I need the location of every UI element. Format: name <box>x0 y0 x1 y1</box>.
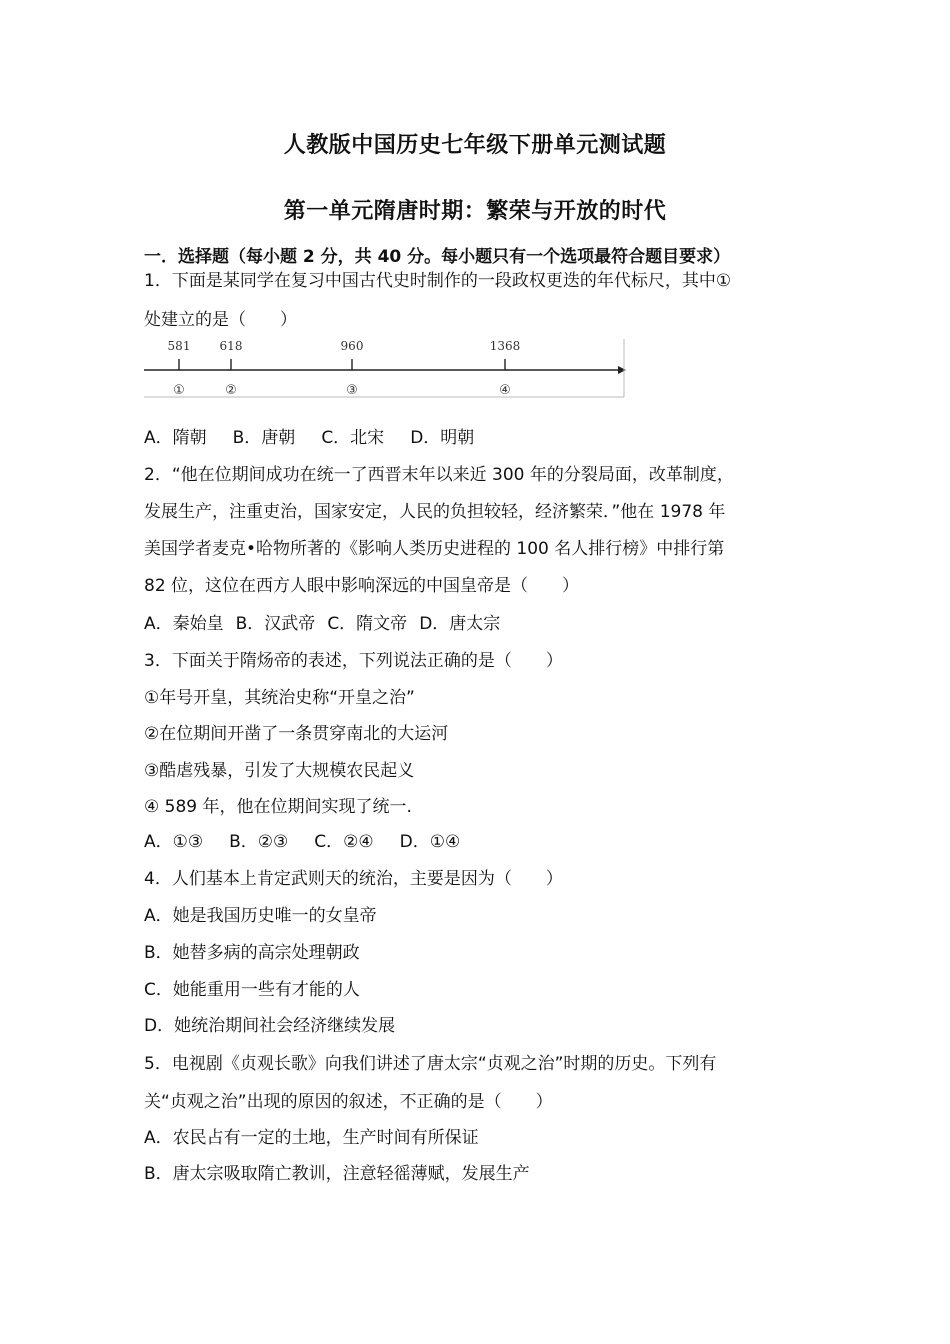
q1-timeline <box>144 337 626 399</box>
q3-item-4: ④ 589 年，他在位期间实现了统一. <box>144 797 412 817</box>
q3-option-d[interactable]: D．①④ <box>399 832 461 852</box>
q1-options <box>144 426 500 450</box>
q4-option-c[interactable]: C．她能重用一些有才能的人 <box>144 980 360 1000</box>
q2-option-d[interactable]: D．唐太宗 <box>419 614 501 634</box>
timeline-marker-2: ② <box>225 383 237 398</box>
q1-stem-line1: 1．下面是某同学在复习中国古代史时制作的一段政权更迭的年代标尺，其中① <box>144 271 732 291</box>
q2-stem-line2: 发展生产，注重吏治，国家安定，人民的负担较轻，经济繁荣．”他在 1978 年 <box>144 502 726 522</box>
q4-option-a[interactable]: A．她是我国历史唯一的女皇帝 <box>144 906 377 926</box>
timeline-year-4: 1368 <box>489 339 521 353</box>
q1-option-d[interactable]: D．明朝 <box>410 428 475 448</box>
timeline-marker-1: ① <box>173 383 185 398</box>
document-subtitle: 第一单元隋唐时期：繁荣与开放的时代 <box>283 199 667 224</box>
timeline-year-2: 618 <box>219 339 243 353</box>
timeline-arrowhead <box>618 366 626 374</box>
q3-option-c[interactable]: C．②④ <box>314 832 374 852</box>
timeline-year-3: 960 <box>340 339 364 353</box>
section-heading: 一．选择题（每小题 2 分，共 40 分。每小题只有一个选项最符合题目要求） <box>144 247 731 267</box>
q2-stem-line4: 82 位，这位在西方人眼中影响深远的中国皇帝是（ ） <box>144 576 580 596</box>
timeline-year-1: 581 <box>167 339 191 353</box>
q1-option-c[interactable]: C．北宋 <box>321 428 385 448</box>
document-title: 人教版中国历史七年级下册单元测试题 <box>283 133 667 158</box>
q2-stem-line1: 2．“他在位期间成功在统一了西晋末年以来近 300 年的分裂局面，改革制度， <box>144 465 734 485</box>
q5-stem-line2: 关“贞观之治”出现的原因的叙述，不正确的是（ ） <box>144 1092 553 1112</box>
q3-options <box>144 830 486 854</box>
q3-item-1: ①年号开皇，其统治史称“开皇之治” <box>144 688 415 708</box>
q2-options <box>144 612 512 636</box>
q2-stem-line3: 美国学者麦克•哈物所著的《影响人类历史进程的 100 名人排行榜》中排行第 <box>144 539 725 559</box>
timeline-marker-3: ③ <box>346 383 358 398</box>
q4-option-d[interactable]: D．她统治期间社会经济继续发展 <box>144 1016 396 1036</box>
q2-option-b[interactable]: B．汉武帝 <box>235 614 316 634</box>
q5-option-a[interactable]: A．农民占有一定的土地，生产时间有所保证 <box>144 1128 479 1148</box>
q1-stem-line2: 处建立的是（ ） <box>144 310 297 330</box>
q3-option-a[interactable]: A．①③ <box>144 832 204 852</box>
q3-item-2: ②在位期间开凿了一条贯穿南北的大运河 <box>144 724 449 744</box>
q1-option-b[interactable]: B．唐朝 <box>232 428 296 448</box>
timeline-marker-4: ④ <box>499 383 511 398</box>
q1-option-a[interactable]: A．隋朝 <box>144 428 207 448</box>
q3-item-3: ③酷虐残暴，引发了大规模农民起义 <box>144 761 415 781</box>
q4-option-b[interactable]: B．她替多病的高宗处理朝政 <box>144 943 360 963</box>
q5-stem-line1: 5．电视剧《贞观长歌》向我们讲述了唐太宗“贞观之治”时期的历史。下列有 <box>144 1054 717 1074</box>
q5-option-b[interactable]: B．唐太宗吸取隋亡教训，注意轻徭薄赋，发展生产 <box>144 1164 530 1184</box>
q2-option-c[interactable]: C．隋文帝 <box>327 614 408 634</box>
q3-stem: 3．下面关于隋炀帝的表述，下列说法正确的是（ ） <box>144 651 563 671</box>
q4-stem: 4．人们基本上肯定武则天的统治，主要是因为（ ） <box>144 869 563 889</box>
q3-option-b[interactable]: B．②③ <box>229 832 289 852</box>
q2-option-a[interactable]: A．秦始皇 <box>144 614 224 634</box>
